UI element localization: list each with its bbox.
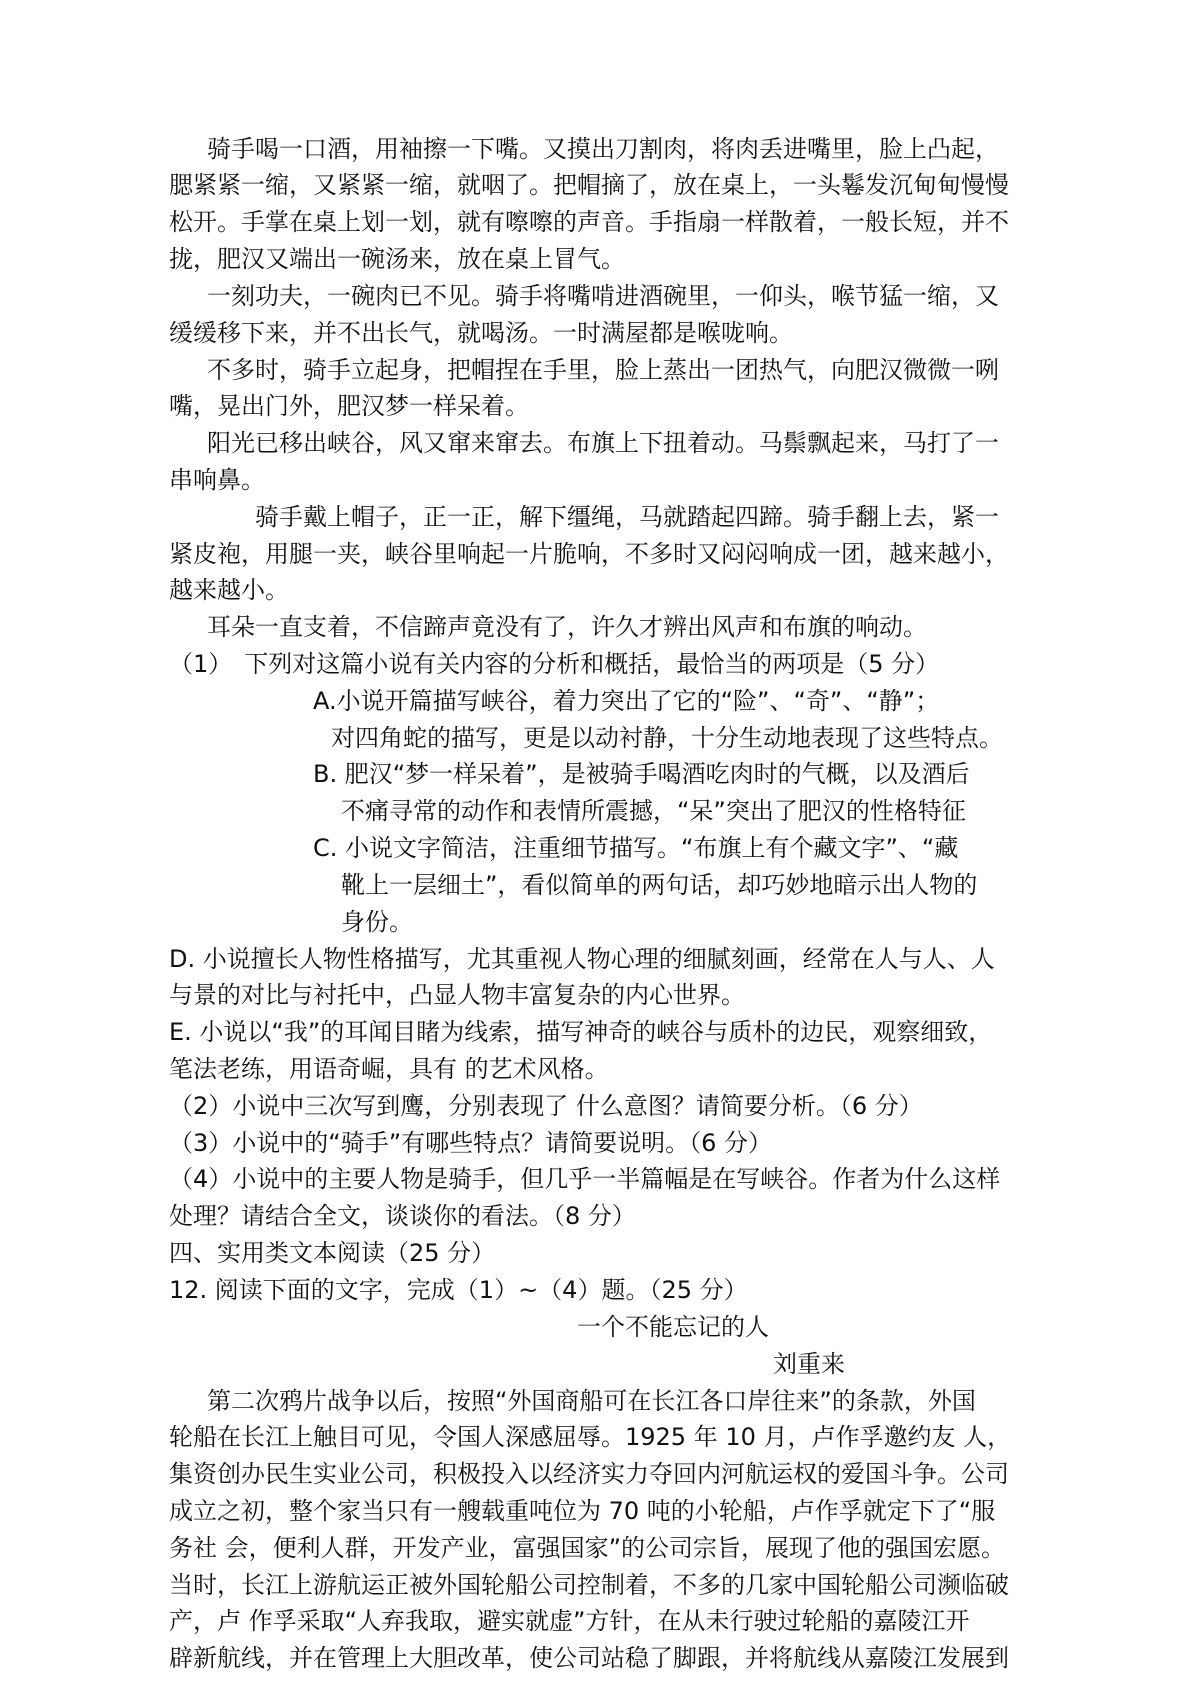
article-line: 成立之初，整个家当只有一艘载重吨位为 70 吨的小轮船，卢作孚就定下了“服	[169, 1497, 996, 1525]
story-line: 紧皮袍，用腿一夹，峡谷里响起一片脆响，不多时又闷闷响成一团，越来越小，	[169, 540, 1009, 568]
story-line: 拢，肥汉又端出一碗汤来，放在桌上冒气。	[169, 245, 625, 273]
article-line: 第二次鸦片战争以后，按照“外国商船可在长江各口岸往来”的条款，外国	[207, 1387, 976, 1415]
question-4: （4）小说中的主要人物是骑手，但几乎一半篇幅是在写峡谷。作者为什么这样	[169, 1165, 1001, 1193]
article-line: 辟新航线，并在管理上大胆改革，使公司站稳了脚跟，并将航线从嘉陵江发展到	[169, 1644, 1009, 1672]
article-line: 轮船在长江上触目可见，令国人深感屈辱。1925 年 10 月，卢作孚邀约友 人，	[169, 1423, 1012, 1451]
article-line: 产，卢 作孚采取“人弃我取，避实就虚”方针，在从未行驶过轮船的嘉陵江开	[169, 1607, 970, 1635]
option-c: C. 小说文字简洁，注重细节描写。“布旗上有个藏文字”、“藏	[313, 834, 959, 862]
story-line: 腮紧紧一缩，又紧紧一缩，就咽了。把帽摘了，放在桌上，一头鬈发沉甸甸慢慢	[169, 171, 1009, 199]
question-4: 处理？请结合全文，谈谈你的看法。（8 分）	[169, 1202, 636, 1230]
section-heading: 四、实用类文本阅读（25 分）	[169, 1239, 496, 1267]
question-2: （2）小说中三次写到鹰，分别表现了 什么意图？请简要分析。（6 分）	[169, 1092, 923, 1120]
option-a: A.小说开篇描写峡谷，着力突出了它的“险”、“奇”、“静”；	[313, 687, 940, 715]
option-a: 对四角蛇的描写，更是以动衬静，十分生动地表现了这些特点。	[331, 724, 1003, 752]
article-line: 当时，长江上游航运正被外国轮船公司控制着，不多的几家中国轮船公司濒临破	[169, 1571, 1009, 1599]
article-title: 一个不能忘记的人	[577, 1313, 769, 1341]
question-12: 12. 阅读下面的文字，完成（1）~（4）题。（25 分）	[169, 1276, 748, 1304]
story-line: 松开。手掌在桌上划一划，就有嚓嚓的声音。手指扇一样散着，一般长短，并不	[169, 208, 1009, 236]
option-e: 笔法老练，用语奇崛，具有 的艺术风格。	[169, 1055, 609, 1083]
question-1-stem: （1） 下列对这篇小说有关内容的分析和概括，最恰当的两项是（5 分）	[169, 650, 940, 678]
story-line: 不多时，骑手立起身，把帽捏在手里，脸上蒸出一团热气，向肥汉微微一咧	[207, 356, 999, 384]
article-line: 集资创办民生实业公司，积极投入以经济实力夺回内河航运权的爱国斗争。公司	[169, 1460, 1009, 1488]
story-line: 骑手喝一口酒，用袖擦一下嘴。又摸出刀割肉，将肉丢进嘴里，脸上凸起，	[207, 135, 999, 163]
question-3: （3）小说中的“骑手”有哪些特点？请简要说明。（6 分）	[169, 1129, 773, 1157]
option-c: 靴上一层细土”，看似简单的两句话，却巧妙地暗示出人物的	[341, 871, 978, 899]
option-c: 身份。	[341, 908, 413, 936]
story-line: 缓缓移下来，并不出长气，就喝汤。一时满屋都是喉咙响。	[169, 319, 793, 347]
article-line: 务社 会，便利人群，开发产业，富强国家”的公司宗旨，展现了他的强国宏愿。	[169, 1534, 1006, 1562]
option-d: 与景的对比与衬托中，凸显人物丰富复杂的内心世界。	[169, 981, 745, 1009]
option-b: 不痛寻常的动作和表情所震撼，“呆”突出了肥汉的性格特征	[341, 797, 966, 825]
option-e: E. 小说以“我”的耳闻目睹为线索，描写神奇的峡谷与质朴的边民，观察细致，	[169, 1018, 993, 1046]
story-line: 骑手戴上帽子，正一正，解下缰绳，马就踏起四蹄。骑手翻上去，紧一	[255, 503, 999, 531]
story-line: 耳朵一直支着，不信蹄声竟没有了，许久才辨出风声和布旗的响动。	[207, 613, 927, 641]
option-d: D. 小说擅长人物性格描写，尤其重视人物心理的细腻刻画，经常在人与人、人	[169, 945, 995, 973]
story-line: 串响鼻。	[169, 466, 265, 494]
story-line: 阳光已移出峡谷，风又窜来窜去。布旗上下扭着动。马鬃飘起来，马打了一	[207, 429, 999, 457]
story-line: 越来越小。	[169, 576, 289, 604]
story-line: 嘴，晃出门外，肥汉梦一样呆着。	[169, 392, 529, 420]
story-line: 一刻功夫，一碗肉已不见。骑手将嘴啃进酒碗里，一仰头，喉节猛一缩，又	[207, 282, 999, 310]
option-b: B. 肥汉“梦一样呆着”，是被骑手喝酒吃肉时的气概，以及酒后	[313, 760, 970, 788]
article-author: 刘重来	[773, 1350, 845, 1378]
